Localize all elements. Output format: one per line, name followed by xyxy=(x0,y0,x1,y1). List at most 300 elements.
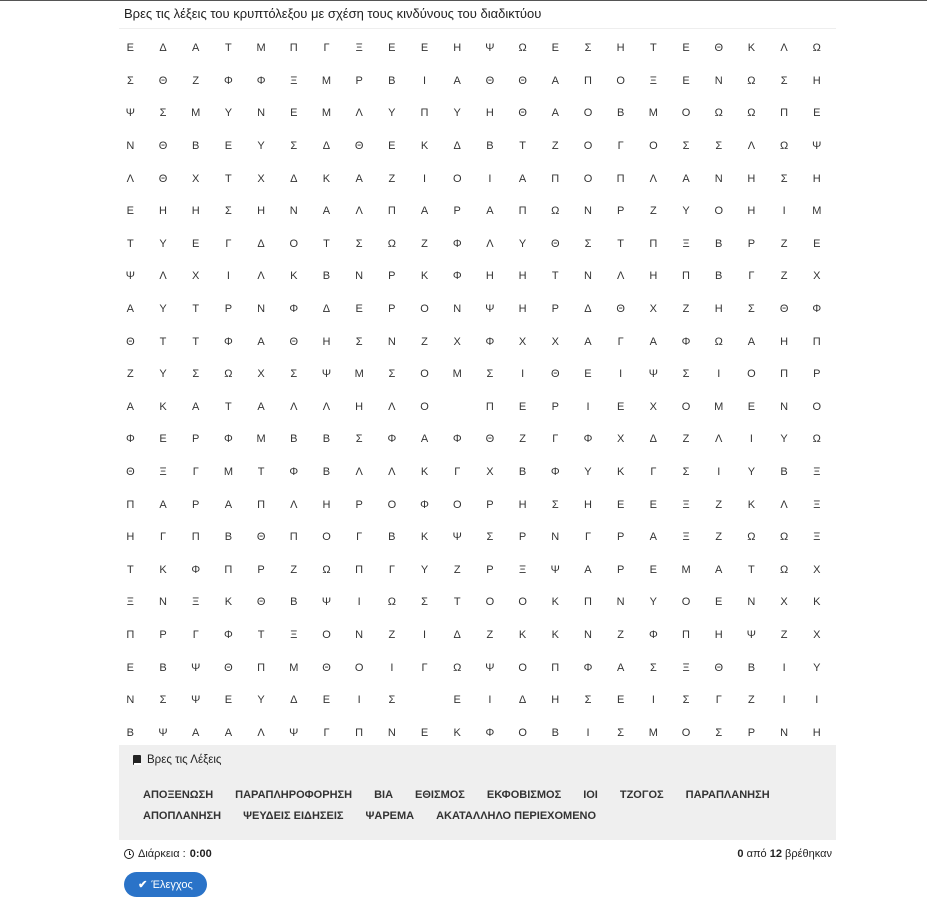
grid-cell[interactable]: Ξ xyxy=(813,531,821,544)
grid-cell[interactable]: Α xyxy=(584,335,592,348)
grid-cell[interactable]: Λ xyxy=(257,726,265,739)
grid-cell[interactable]: Λ xyxy=(388,400,396,413)
grid-cell[interactable]: Γ xyxy=(388,563,395,576)
grid-cell[interactable]: Ρ xyxy=(453,205,461,218)
grid-cell[interactable]: Υ xyxy=(682,205,690,218)
grid-cell[interactable]: Ο xyxy=(485,596,495,609)
grid-cell[interactable]: Α xyxy=(715,563,723,576)
grid-cell[interactable]: Χ xyxy=(616,433,625,446)
grid-cell[interactable]: Α xyxy=(322,205,331,218)
grid-cell[interactable]: Σ xyxy=(159,694,167,707)
grid-cell[interactable]: Β xyxy=(322,270,331,283)
grid-cell[interactable]: Θ xyxy=(616,303,625,316)
grid-cell[interactable]: Η xyxy=(812,74,821,87)
grid-cell[interactable]: Τ xyxy=(192,335,200,348)
grid-cell[interactable]: Η xyxy=(322,335,331,348)
grid-cell[interactable]: Ρ xyxy=(551,303,559,316)
grid-cell[interactable]: Β xyxy=(486,140,494,153)
grid-cell[interactable]: Ν xyxy=(616,596,625,609)
grid-cell[interactable]: Μ xyxy=(714,400,724,413)
grid-cell[interactable]: Ζ xyxy=(682,303,690,316)
grid-cell[interactable]: Π xyxy=(551,172,560,185)
grid-cell[interactable]: Τ xyxy=(323,237,330,250)
grid-cell[interactable]: Τ xyxy=(192,303,200,316)
grid-cell[interactable]: Ρ xyxy=(551,400,559,413)
grid-cell[interactable]: Ξ xyxy=(813,466,821,479)
grid-cell[interactable]: Ξ xyxy=(192,596,200,609)
grid-cell[interactable]: Μ xyxy=(812,205,822,218)
grid-cell[interactable]: Ε xyxy=(322,694,331,707)
grid-cell[interactable]: Χ xyxy=(649,400,658,413)
grid-cell[interactable]: Β xyxy=(192,140,200,153)
grid-cell[interactable]: Ω xyxy=(747,531,756,544)
grid-cell[interactable]: Π xyxy=(812,335,821,348)
grid-cell[interactable]: Σ xyxy=(225,205,232,218)
grid-cell[interactable]: Ι xyxy=(357,694,361,707)
grid-cell[interactable]: Ρ xyxy=(486,563,494,576)
grid-cell[interactable]: Κ xyxy=(159,400,167,413)
grid-cell[interactable]: Ι xyxy=(423,172,427,185)
grid-cell[interactable]: Θ xyxy=(322,661,331,674)
grid-cell[interactable]: Τ xyxy=(551,270,559,283)
grid-cell[interactable]: Μ xyxy=(256,42,266,55)
grid-cell[interactable]: Α xyxy=(257,400,265,413)
grid-cell[interactable]: Κ xyxy=(159,563,167,576)
grid-cell[interactable]: Φ xyxy=(125,433,135,446)
grid-cell[interactable]: Β xyxy=(551,726,559,739)
grid-cell[interactable]: Ι xyxy=(586,400,590,413)
grid-cell[interactable]: Ζ xyxy=(421,237,428,250)
grid-cell[interactable]: Κ xyxy=(518,628,527,641)
grid-cell[interactable]: Κ xyxy=(420,140,429,153)
grid-cell[interactable]: Ν xyxy=(583,628,592,641)
grid-cell[interactable]: Α xyxy=(486,205,494,218)
grid-cell[interactable]: Π xyxy=(780,107,789,120)
grid-cell[interactable]: Ζ xyxy=(192,74,200,87)
grid-cell[interactable]: Υ xyxy=(224,107,233,120)
grid-cell[interactable]: Ε xyxy=(682,42,690,55)
grid-cell[interactable]: Φ xyxy=(681,335,691,348)
grid-cell[interactable]: Ε xyxy=(649,563,658,576)
grid-cell[interactable]: Η xyxy=(485,107,494,120)
grid-cell[interactable]: Ζ xyxy=(551,140,559,153)
grid-cell[interactable]: Θ xyxy=(256,596,266,609)
grid-cell[interactable]: Λ xyxy=(290,400,298,413)
grid-cell[interactable]: Β xyxy=(126,726,135,739)
grid-cell[interactable]: Ι xyxy=(782,205,786,218)
grid-cell[interactable]: Μ xyxy=(648,107,658,120)
grid-cell[interactable]: Ι xyxy=(717,466,721,479)
grid-cell[interactable]: Γ xyxy=(323,42,330,55)
grid-cell[interactable]: Φ xyxy=(485,726,495,739)
grid-cell[interactable]: Ο xyxy=(681,400,691,413)
grid-cell[interactable]: Ξ xyxy=(682,531,690,544)
grid-cell[interactable]: Ο xyxy=(812,400,822,413)
grid-cell[interactable]: Ζ xyxy=(780,270,788,283)
grid-cell[interactable]: Λ xyxy=(322,400,331,413)
grid-cell[interactable]: Ρ xyxy=(518,531,527,544)
grid-cell[interactable]: Υ xyxy=(257,694,265,707)
grid-cell[interactable]: Τ xyxy=(126,237,134,250)
grid-cell[interactable]: Λ xyxy=(388,466,396,479)
grid-cell[interactable]: Σ xyxy=(486,531,494,544)
grid-cell[interactable]: Τ xyxy=(225,172,232,185)
grid-cell[interactable]: Ο xyxy=(452,498,462,511)
grid-cell[interactable]: Α xyxy=(192,400,200,413)
grid-cell[interactable]: Ι xyxy=(749,433,753,446)
grid-cell[interactable]: Ν xyxy=(387,726,396,739)
grid-cell[interactable]: Π xyxy=(126,498,135,511)
grid-cell[interactable]: Ι xyxy=(717,368,721,381)
grid-cell[interactable]: Η xyxy=(649,270,658,283)
grid-cell[interactable]: Τ xyxy=(257,628,265,641)
grid-cell[interactable]: Μ xyxy=(648,726,658,739)
grid-cell[interactable]: Ρ xyxy=(257,563,265,576)
grid-cell[interactable]: Ε xyxy=(388,42,396,55)
grid-cell[interactable]: Κ xyxy=(420,466,429,479)
grid-cell[interactable]: Ω xyxy=(812,42,821,55)
grid-cell[interactable]: Φ xyxy=(452,433,462,446)
grid-cell[interactable]: Χ xyxy=(649,303,658,316)
grid-cell[interactable]: Ρ xyxy=(388,303,396,316)
grid-cell[interactable]: Δ xyxy=(257,237,265,250)
grid-cell[interactable]: Ψ xyxy=(485,42,495,55)
grid-cell[interactable]: Φ xyxy=(224,433,233,446)
grid-cell[interactable]: Σ xyxy=(617,726,625,739)
grid-cell[interactable]: Ι xyxy=(782,694,786,707)
grid-cell[interactable]: Ρ xyxy=(747,237,756,250)
grid-cell[interactable]: Χ xyxy=(551,335,559,348)
grid-cell[interactable]: Ζ xyxy=(715,531,723,544)
grid-cell[interactable]: Ρ xyxy=(192,433,200,446)
grid-cell[interactable]: Α xyxy=(355,172,363,185)
grid-cell[interactable]: Σ xyxy=(715,140,723,153)
grid-cell[interactable]: Θ xyxy=(551,237,560,250)
grid-cell[interactable]: Φ xyxy=(452,237,462,250)
grid-cell[interactable]: Α xyxy=(747,335,756,348)
grid-cell[interactable]: Ι xyxy=(815,694,819,707)
grid-cell[interactable]: Σ xyxy=(584,237,592,250)
grid-cell[interactable] xyxy=(441,391,474,424)
grid-cell[interactable]: Χ xyxy=(192,172,200,185)
grid-cell[interactable]: Ψ xyxy=(191,694,201,707)
grid-cell[interactable]: Ε xyxy=(747,400,756,413)
grid-cell[interactable]: Α xyxy=(584,563,592,576)
grid-cell[interactable]: Ζ xyxy=(682,433,690,446)
grid-cell[interactable]: Ι xyxy=(521,368,525,381)
grid-cell[interactable]: Ω xyxy=(387,596,396,609)
grid-cell[interactable]: Ε xyxy=(192,237,200,250)
grid-cell[interactable]: Α xyxy=(192,42,200,55)
grid-cell[interactable]: Υ xyxy=(257,140,265,153)
grid-cell[interactable]: Κ xyxy=(290,270,298,283)
grid-cell[interactable]: Τ xyxy=(453,596,461,609)
grid-cell[interactable]: Σ xyxy=(388,694,396,707)
grid-cell[interactable]: Φ xyxy=(648,628,658,641)
grid-cell[interactable]: Ζ xyxy=(617,628,625,641)
grid-cell[interactable]: Π xyxy=(583,596,592,609)
grid-cell[interactable]: Π xyxy=(224,563,233,576)
grid-cell[interactable]: Ψ xyxy=(485,303,495,316)
grid-cell[interactable]: Ρ xyxy=(159,628,167,641)
grid-cell[interactable]: Η xyxy=(485,270,494,283)
grid-cell[interactable]: Τ xyxy=(519,140,526,153)
grid-cell[interactable]: Θ xyxy=(354,140,364,153)
grid-cell[interactable]: Δ xyxy=(584,303,592,316)
grid-cell[interactable]: Ψ xyxy=(191,661,201,674)
grid-cell[interactable]: Σ xyxy=(748,303,755,316)
grid-cell[interactable]: Σ xyxy=(486,368,494,381)
grid-cell[interactable]: Α xyxy=(649,531,658,544)
grid-cell[interactable]: Φ xyxy=(420,498,429,511)
grid-cell[interactable]: Π xyxy=(355,726,364,739)
grid-cell[interactable]: Π xyxy=(485,400,494,413)
grid-cell[interactable]: Κ xyxy=(616,466,625,479)
grid-cell[interactable]: Ι xyxy=(423,74,427,87)
grid-cell[interactable]: Ω xyxy=(779,563,789,576)
grid-cell[interactable]: Π xyxy=(257,498,266,511)
grid-cell[interactable]: Λ xyxy=(715,433,723,446)
grid-cell[interactable]: Ω xyxy=(453,661,462,674)
grid-cell[interactable]: Υ xyxy=(453,107,461,120)
grid-cell[interactable]: Μ xyxy=(191,107,201,120)
grid-cell[interactable]: Η xyxy=(747,172,756,185)
grid-cell[interactable]: Σ xyxy=(355,237,363,250)
grid-cell[interactable]: Φ xyxy=(485,335,495,348)
grid-cell[interactable]: Τ xyxy=(159,335,167,348)
grid-cell[interactable]: Λ xyxy=(355,466,363,479)
grid-cell[interactable]: Χ xyxy=(257,368,265,381)
grid-cell[interactable]: Υ xyxy=(420,563,429,576)
grid-cell[interactable]: Ο xyxy=(616,74,625,87)
grid-cell[interactable]: Γ xyxy=(617,140,624,153)
grid-cell[interactable]: Ε xyxy=(453,694,461,707)
grid-cell[interactable]: Η xyxy=(812,726,821,739)
grid-cell[interactable]: Ψ xyxy=(485,661,495,674)
grid-cell[interactable]: Ν xyxy=(355,270,364,283)
grid-cell[interactable]: Θ xyxy=(158,74,168,87)
grid-cell[interactable]: Ν xyxy=(780,400,789,413)
grid-cell[interactable]: Γ xyxy=(225,237,232,250)
grid-cell[interactable]: Ν xyxy=(780,726,789,739)
grid-cell[interactable]: Η xyxy=(126,531,135,544)
grid-cell[interactable]: Π xyxy=(420,107,429,120)
grid-cell[interactable]: Ψ xyxy=(746,628,756,641)
grid-cell[interactable]: Ε xyxy=(126,661,135,674)
grid-cell[interactable]: Ν xyxy=(453,303,462,316)
grid-cell[interactable]: Χ xyxy=(813,270,821,283)
grid-cell[interactable]: Π xyxy=(551,661,560,674)
grid-cell[interactable]: Β xyxy=(159,661,167,674)
grid-cell[interactable]: Β xyxy=(518,466,527,479)
grid-cell[interactable]: Α xyxy=(682,172,690,185)
grid-cell[interactable]: Β xyxy=(715,237,723,250)
grid-cell[interactable]: Γ xyxy=(323,726,330,739)
grid-cell[interactable]: Ψ xyxy=(321,596,332,609)
grid-cell[interactable]: Β xyxy=(616,107,625,120)
grid-cell[interactable]: Α xyxy=(551,74,559,87)
grid-cell[interactable]: Ξ xyxy=(682,661,690,674)
grid-cell[interactable]: Ω xyxy=(779,140,789,153)
grid-cell[interactable]: Κ xyxy=(224,596,233,609)
grid-cell[interactable]: Φ xyxy=(256,74,266,87)
grid-cell[interactable]: Υ xyxy=(649,596,658,609)
grid-cell[interactable]: Ξ xyxy=(813,498,821,511)
grid-cell[interactable]: Λ xyxy=(616,270,625,283)
grid-cell[interactable]: Κ xyxy=(747,498,756,511)
grid-cell[interactable]: Ψ xyxy=(289,726,299,739)
grid-cell[interactable]: Λ xyxy=(126,172,135,185)
grid-cell[interactable]: Η xyxy=(518,303,527,316)
grid-cell[interactable]: Ψ xyxy=(648,368,658,381)
grid-cell[interactable]: Ψ xyxy=(125,107,135,120)
grid-cell[interactable]: Σ xyxy=(682,140,690,153)
grid-cell[interactable]: Α xyxy=(159,498,167,511)
grid-cell[interactable]: Θ xyxy=(551,368,560,381)
grid-cell[interactable]: Φ xyxy=(583,661,593,674)
grid-cell[interactable]: Γ xyxy=(584,531,591,544)
grid-cell[interactable]: Π xyxy=(387,205,396,218)
grid-cell[interactable]: Β xyxy=(224,531,233,544)
grid-cell[interactable]: Ξ xyxy=(649,74,657,87)
grid-cell[interactable]: Ψ xyxy=(812,140,822,153)
grid-cell[interactable]: Η xyxy=(747,205,756,218)
grid-cell[interactable]: Ο xyxy=(387,498,397,511)
grid-cell[interactable]: Β xyxy=(290,596,298,609)
grid-cell[interactable]: Ω xyxy=(779,531,789,544)
grid-cell[interactable]: Ο xyxy=(518,661,527,674)
grid-cell[interactable]: Κ xyxy=(453,726,461,739)
grid-cell[interactable]: Θ xyxy=(158,140,168,153)
grid-cell[interactable]: Υ xyxy=(159,368,167,381)
grid-cell[interactable]: Ο xyxy=(518,596,527,609)
grid-cell[interactable]: Μ xyxy=(256,433,266,446)
grid-cell[interactable]: Τ xyxy=(257,466,265,479)
grid-cell[interactable]: Π xyxy=(191,531,200,544)
grid-cell[interactable]: Μ xyxy=(321,107,332,120)
grid-cell[interactable]: Υ xyxy=(388,107,396,120)
grid-cell[interactable]: Ε xyxy=(224,694,233,707)
grid-cell[interactable]: Ξ xyxy=(682,237,690,250)
grid-cell[interactable]: Δ xyxy=(159,42,167,55)
grid-cell[interactable]: Ρ xyxy=(355,74,363,87)
grid-cell[interactable]: Σ xyxy=(192,368,200,381)
grid-cell[interactable]: Ο xyxy=(322,628,331,641)
grid-cell[interactable]: Η xyxy=(812,172,821,185)
grid-cell[interactable]: Ψ xyxy=(125,270,135,283)
grid-cell[interactable]: Τ xyxy=(748,563,755,576)
grid-cell[interactable]: Ψ xyxy=(321,368,332,381)
grid-cell[interactable]: Α xyxy=(420,205,429,218)
grid-cell[interactable]: Ω xyxy=(714,107,723,120)
grid-cell[interactable]: Λ xyxy=(780,42,788,55)
grid-cell[interactable]: Ρ xyxy=(616,531,625,544)
grid-cell[interactable]: Θ xyxy=(518,107,527,120)
grid-cell[interactable]: Δ xyxy=(322,303,331,316)
grid-cell[interactable]: Ρ xyxy=(388,270,396,283)
grid-cell[interactable]: Α xyxy=(126,303,135,316)
grid-cell[interactable]: Η xyxy=(714,303,723,316)
grid-cell[interactable]: Χ xyxy=(453,335,461,348)
grid-cell[interactable]: Γ xyxy=(748,270,755,283)
grid-cell[interactable]: Ι xyxy=(619,368,623,381)
grid-cell[interactable]: Ρ xyxy=(355,498,363,511)
grid-cell[interactable]: Ζ xyxy=(388,628,396,641)
grid-cell[interactable]: Γ xyxy=(715,694,722,707)
grid-cell[interactable]: Ρ xyxy=(616,205,625,218)
grid-cell[interactable]: Γ xyxy=(356,531,363,544)
grid-cell[interactable]: Σ xyxy=(388,368,396,381)
grid-cell[interactable]: Δ xyxy=(290,172,298,185)
grid-cell[interactable]: Λ xyxy=(159,270,167,283)
grid-cell[interactable]: Ρ xyxy=(616,563,625,576)
grid-cell[interactable]: Δ xyxy=(518,694,527,707)
grid-cell[interactable]: Τ xyxy=(225,42,232,55)
grid-cell[interactable]: Τ xyxy=(225,400,232,413)
grid-cell[interactable]: Ρ xyxy=(224,303,233,316)
grid-cell[interactable]: Ν xyxy=(159,596,167,609)
grid-cell[interactable]: Β xyxy=(290,433,298,446)
grid-cell[interactable]: Υ xyxy=(159,303,167,316)
grid-cell[interactable]: Ν xyxy=(714,172,723,185)
grid-cell[interactable]: Ο xyxy=(354,661,364,674)
grid-cell[interactable]: Δ xyxy=(322,140,331,153)
grid-cell[interactable]: Α xyxy=(420,433,429,446)
grid-cell[interactable]: Α xyxy=(224,498,233,511)
grid-cell[interactable]: Π xyxy=(126,628,135,641)
grid-cell[interactable]: Θ xyxy=(224,661,233,674)
grid-cell[interactable]: Ε xyxy=(551,42,559,55)
grid-cell[interactable]: Η xyxy=(714,628,723,641)
grid-cell[interactable]: Ω xyxy=(714,335,723,348)
grid-cell[interactable]: Ε xyxy=(616,694,625,707)
grid-cell[interactable]: Ο xyxy=(289,237,299,250)
grid-cell[interactable]: Σ xyxy=(584,42,592,55)
grid-cell[interactable]: Β xyxy=(388,531,396,544)
grid-cell[interactable]: Π xyxy=(780,368,789,381)
grid-cell[interactable]: Χ xyxy=(192,270,200,283)
grid-cell[interactable]: Ω xyxy=(551,205,560,218)
grid-cell[interactable]: Χ xyxy=(813,563,821,576)
grid-cell[interactable]: Ζ xyxy=(780,628,788,641)
grid-cell[interactable]: Ω xyxy=(387,237,396,250)
grid-cell[interactable]: Σ xyxy=(126,74,134,87)
grid-cell[interactable]: Θ xyxy=(714,42,723,55)
grid-cell[interactable]: Σ xyxy=(682,368,690,381)
grid-cell[interactable]: Ι xyxy=(586,726,590,739)
grid-cell[interactable]: Σ xyxy=(584,694,592,707)
check-button[interactable] xyxy=(124,872,207,897)
grid-cell[interactable]: Ζ xyxy=(421,335,428,348)
grid-cell[interactable]: Σ xyxy=(780,172,788,185)
grid-cell[interactable]: Φ xyxy=(191,563,201,576)
grid-cell[interactable]: Α xyxy=(257,335,265,348)
grid-cell[interactable]: Ξ xyxy=(159,466,167,479)
grid-cell[interactable]: Λ xyxy=(290,498,298,511)
grid-cell[interactable]: Υ xyxy=(813,661,821,674)
grid-cell[interactable]: Ω xyxy=(224,368,233,381)
grid-cell[interactable]: Τ xyxy=(617,237,625,250)
grid-cell[interactable]: Ι xyxy=(226,270,230,283)
grid-cell[interactable]: Λ xyxy=(747,140,756,153)
grid-cell[interactable]: Κ xyxy=(813,596,821,609)
grid-cell[interactable]: Γ xyxy=(421,661,428,674)
grid-cell[interactable]: Η xyxy=(191,205,200,218)
grid-cell[interactable]: Ξ xyxy=(290,74,298,87)
grid-cell[interactable]: Υ xyxy=(518,237,527,250)
grid-cell[interactable]: Ω xyxy=(518,42,527,55)
grid-cell[interactable]: Ε xyxy=(616,498,625,511)
